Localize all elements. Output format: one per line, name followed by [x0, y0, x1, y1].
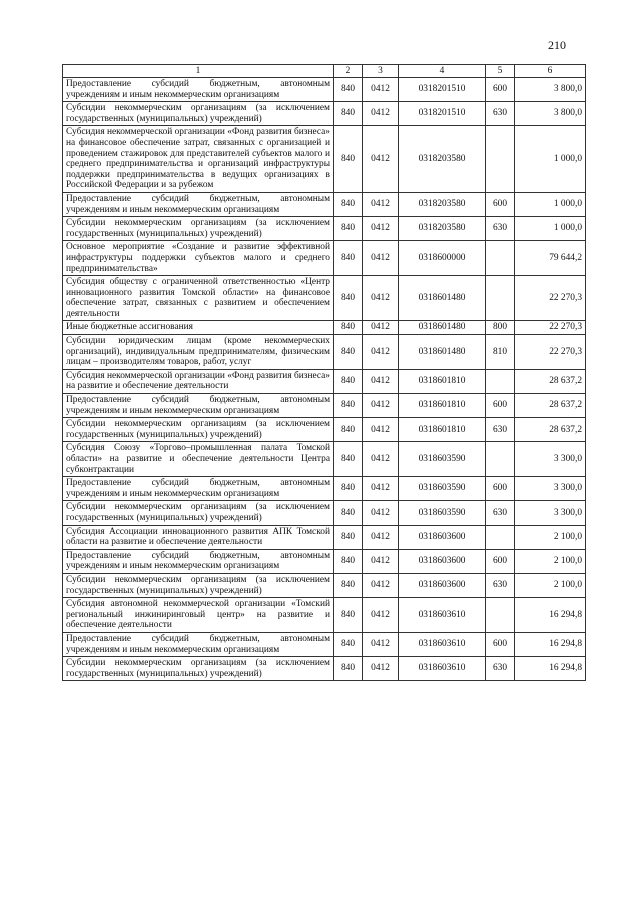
row-expense-kind [486, 241, 515, 276]
row-expense-kind [486, 525, 515, 549]
row-grbs-code: 840 [334, 369, 363, 393]
column-header: 4 [399, 65, 486, 78]
table-row [63, 657, 586, 681]
row-amount: 28 637,2 [515, 394, 586, 418]
row-section-code: 0412 [363, 369, 399, 393]
row-section-code: 0412 [363, 632, 399, 656]
row-section-code: 0412 [363, 126, 399, 193]
row-expense-kind: 600 [486, 632, 515, 656]
table-row [63, 418, 586, 442]
row-grbs-code: 840 [334, 217, 363, 241]
row-target-code: 0318601810 [399, 369, 486, 393]
row-grbs-code: 840 [334, 394, 363, 418]
row-expense-kind: 600 [486, 549, 515, 573]
row-expense-kind [486, 369, 515, 393]
row-description: Субсидии некоммерческим организациям (за исключением государственных (муниципальных) учреждений) [63, 102, 334, 126]
row-section-code: 0412 [363, 525, 399, 549]
row-target-code: 0318603610 [399, 598, 486, 633]
row-description: Предоставление субсидий бюджетным, автономным учреждениям и иным некоммерческим организациям [63, 477, 334, 501]
row-description: Субсидия автономной некоммерческой организации «Томский региональный инжиниринговый центр» на развитие и обеспечение деятельности [63, 598, 334, 633]
row-target-code: 0318203580 [399, 217, 486, 241]
row-target-code: 0318603610 [399, 657, 486, 681]
row-amount: 3 300,0 [515, 501, 586, 525]
page-number: 210 [548, 38, 566, 52]
row-expense-kind [486, 598, 515, 633]
row-amount: 1 000,0 [515, 217, 586, 241]
table-body [63, 78, 586, 681]
row-description: Предоставление субсидий бюджетным, автономным учреждениям и иным некоммерческим организациям [63, 394, 334, 418]
row-target-code: 0318603600 [399, 573, 486, 597]
row-expense-kind [486, 126, 515, 193]
budget-table [62, 64, 586, 681]
row-amount: 2 100,0 [515, 549, 586, 573]
row-amount: 3 300,0 [515, 477, 586, 501]
row-description: Субсидия Ассоциации инновационного развития АПК Томской области на развитие и обеспечение деятельности [63, 525, 334, 549]
row-expense-kind: 630 [486, 418, 515, 442]
column-header: 3 [363, 65, 399, 78]
row-grbs-code: 840 [334, 241, 363, 276]
row-expense-kind: 630 [486, 501, 515, 525]
row-section-code: 0412 [363, 321, 399, 335]
row-grbs-code: 840 [334, 657, 363, 681]
table-row [63, 321, 586, 335]
table-header [63, 65, 586, 78]
row-grbs-code: 840 [334, 477, 363, 501]
row-amount: 2 100,0 [515, 573, 586, 597]
row-grbs-code: 840 [334, 442, 363, 477]
row-description: Предоставление субсидий бюджетным, автономным учреждениям и иным некоммерческим организациям [63, 78, 334, 102]
table-row [63, 126, 586, 193]
row-description: Субсидия обществу с ограниченной ответственностью «Центр инновационного развития Томской области» на финансовое обеспечение затрат, связанных с развитием и обеспечением деятельности [63, 276, 334, 321]
row-amount: 16 294,8 [515, 632, 586, 656]
row-section-code: 0412 [363, 598, 399, 633]
row-grbs-code: 840 [334, 598, 363, 633]
row-description: Субсидия Союзу «Торгово–промышленная палата Томской области» на развитие и обеспечение деятельности Центра субконтрактации [63, 442, 334, 477]
table-row [63, 394, 586, 418]
row-grbs-code: 840 [334, 418, 363, 442]
row-description: Субсидии некоммерческим организациям (за исключением государственных (муниципальных) учреждений) [63, 573, 334, 597]
row-grbs-code: 840 [334, 573, 363, 597]
row-grbs-code: 840 [334, 335, 363, 370]
row-amount: 16 294,8 [515, 657, 586, 681]
row-target-code: 0318203580 [399, 126, 486, 193]
row-expense-kind: 600 [486, 394, 515, 418]
table-row [63, 369, 586, 393]
table-row [63, 501, 586, 525]
row-expense-kind: 630 [486, 217, 515, 241]
row-amount: 22 270,3 [515, 276, 586, 321]
row-grbs-code: 840 [334, 549, 363, 573]
row-expense-kind: 600 [486, 192, 515, 216]
row-amount: 16 294,8 [515, 598, 586, 633]
row-description: Предоставление субсидий бюджетным, автономным учреждениям и иным некоммерческим организациям [63, 549, 334, 573]
table-row [63, 598, 586, 633]
column-header: 2 [334, 65, 363, 78]
row-target-code: 0318601480 [399, 276, 486, 321]
row-section-code: 0412 [363, 276, 399, 321]
row-section-code: 0412 [363, 418, 399, 442]
row-grbs-code: 840 [334, 102, 363, 126]
row-section-code: 0412 [363, 477, 399, 501]
row-section-code: 0412 [363, 335, 399, 370]
row-section-code: 0412 [363, 102, 399, 126]
row-target-code: 0318603600 [399, 525, 486, 549]
row-description: Предоставление субсидий бюджетным, автономным учреждениям и иным некоммерческим организациям [63, 192, 334, 216]
row-target-code: 0318601480 [399, 321, 486, 335]
column-header: 1 [63, 65, 334, 78]
row-expense-kind: 600 [486, 78, 515, 102]
table-row [63, 477, 586, 501]
row-description: Субсидии юридическим лицам (кроме некоммерческих организаций), индивидуальным предпринимателям, физическим лицам – производителям товаров, работ, услуг [63, 335, 334, 370]
row-amount: 3 800,0 [515, 78, 586, 102]
row-section-code: 0412 [363, 394, 399, 418]
row-grbs-code: 840 [334, 78, 363, 102]
row-expense-kind: 800 [486, 321, 515, 335]
row-expense-kind [486, 442, 515, 477]
row-expense-kind: 630 [486, 102, 515, 126]
table-row [63, 241, 586, 276]
row-target-code: 0318601810 [399, 418, 486, 442]
row-section-code: 0412 [363, 549, 399, 573]
row-expense-kind: 630 [486, 573, 515, 597]
table-row [63, 632, 586, 656]
row-description: Основное мероприятие «Создание и развитие эффективной инфраструктуры поддержки субъектов малого и среднего предпринимательства» [63, 241, 334, 276]
row-description: Субсидии некоммерческим организациям (за исключением государственных (муниципальных) учреждений) [63, 418, 334, 442]
row-section-code: 0412 [363, 241, 399, 276]
row-description: Предоставление субсидий бюджетным, автономным учреждениям и иным некоммерческим организациям [63, 632, 334, 656]
row-grbs-code: 840 [334, 525, 363, 549]
row-description: Субсидия некоммерческой организации «Фонд развития бизнеса» на финансовое обеспечение затрат, связанных с организацией и проведением стажировок для представителей субъектов малого и среднего предпринимательства и организаций инфраструктуры поддержки предпринимательства в ведущих организациях в Российской Федерации и за рубежом [63, 126, 334, 193]
row-target-code: 0318201510 [399, 102, 486, 126]
row-target-code: 0318601480 [399, 335, 486, 370]
row-section-code: 0412 [363, 501, 399, 525]
row-target-code: 0318600000 [399, 241, 486, 276]
table-row [63, 549, 586, 573]
table-row [63, 217, 586, 241]
table-row [63, 573, 586, 597]
row-amount: 22 270,3 [515, 321, 586, 335]
row-section-code: 0412 [363, 78, 399, 102]
table-row [63, 335, 586, 370]
row-description: Субсидия некоммерческой организации «Фонд развития бизнеса» на развитие и обеспечение деятельности [63, 369, 334, 393]
row-amount: 3 300,0 [515, 442, 586, 477]
column-header: 6 [515, 65, 586, 78]
row-amount: 3 800,0 [515, 102, 586, 126]
row-amount: 79 644,2 [515, 241, 586, 276]
table-row [63, 276, 586, 321]
row-section-code: 0412 [363, 192, 399, 216]
table-row [63, 525, 586, 549]
table-row [63, 442, 586, 477]
row-amount: 1 000,0 [515, 192, 586, 216]
row-grbs-code: 840 [334, 632, 363, 656]
table-row [63, 192, 586, 216]
row-description: Иные бюджетные ассигнования [63, 321, 334, 335]
row-target-code: 0318603590 [399, 477, 486, 501]
column-header: 5 [486, 65, 515, 78]
row-description: Субсидии некоммерческим организациям (за исключением государственных (муниципальных) учреждений) [63, 501, 334, 525]
row-amount: 22 270,3 [515, 335, 586, 370]
row-section-code: 0412 [363, 442, 399, 477]
table-row [63, 78, 586, 102]
row-target-code: 0318601810 [399, 394, 486, 418]
row-section-code: 0412 [363, 573, 399, 597]
row-target-code: 0318203580 [399, 192, 486, 216]
row-amount: 2 100,0 [515, 525, 586, 549]
row-amount: 28 637,2 [515, 369, 586, 393]
row-grbs-code: 840 [334, 321, 363, 335]
row-amount: 1 000,0 [515, 126, 586, 193]
row-expense-kind: 600 [486, 477, 515, 501]
row-target-code: 0318603590 [399, 442, 486, 477]
row-grbs-code: 840 [334, 192, 363, 216]
row-section-code: 0412 [363, 657, 399, 681]
row-amount: 28 637,2 [515, 418, 586, 442]
row-section-code: 0412 [363, 217, 399, 241]
row-target-code: 0318603600 [399, 549, 486, 573]
table-row [63, 102, 586, 126]
row-expense-kind: 630 [486, 657, 515, 681]
row-grbs-code: 840 [334, 276, 363, 321]
row-expense-kind [486, 276, 515, 321]
row-description: Субсидии некоммерческим организациям (за исключением государственных (муниципальных) учреждений) [63, 657, 334, 681]
row-target-code: 0318201510 [399, 78, 486, 102]
row-grbs-code: 840 [334, 501, 363, 525]
row-grbs-code: 840 [334, 126, 363, 193]
header-row [63, 65, 586, 78]
row-target-code: 0318603610 [399, 632, 486, 656]
row-expense-kind: 810 [486, 335, 515, 370]
row-description: Субсидии некоммерческим организациям (за исключением государственных (муниципальных) учреждений) [63, 217, 334, 241]
row-target-code: 0318603590 [399, 501, 486, 525]
